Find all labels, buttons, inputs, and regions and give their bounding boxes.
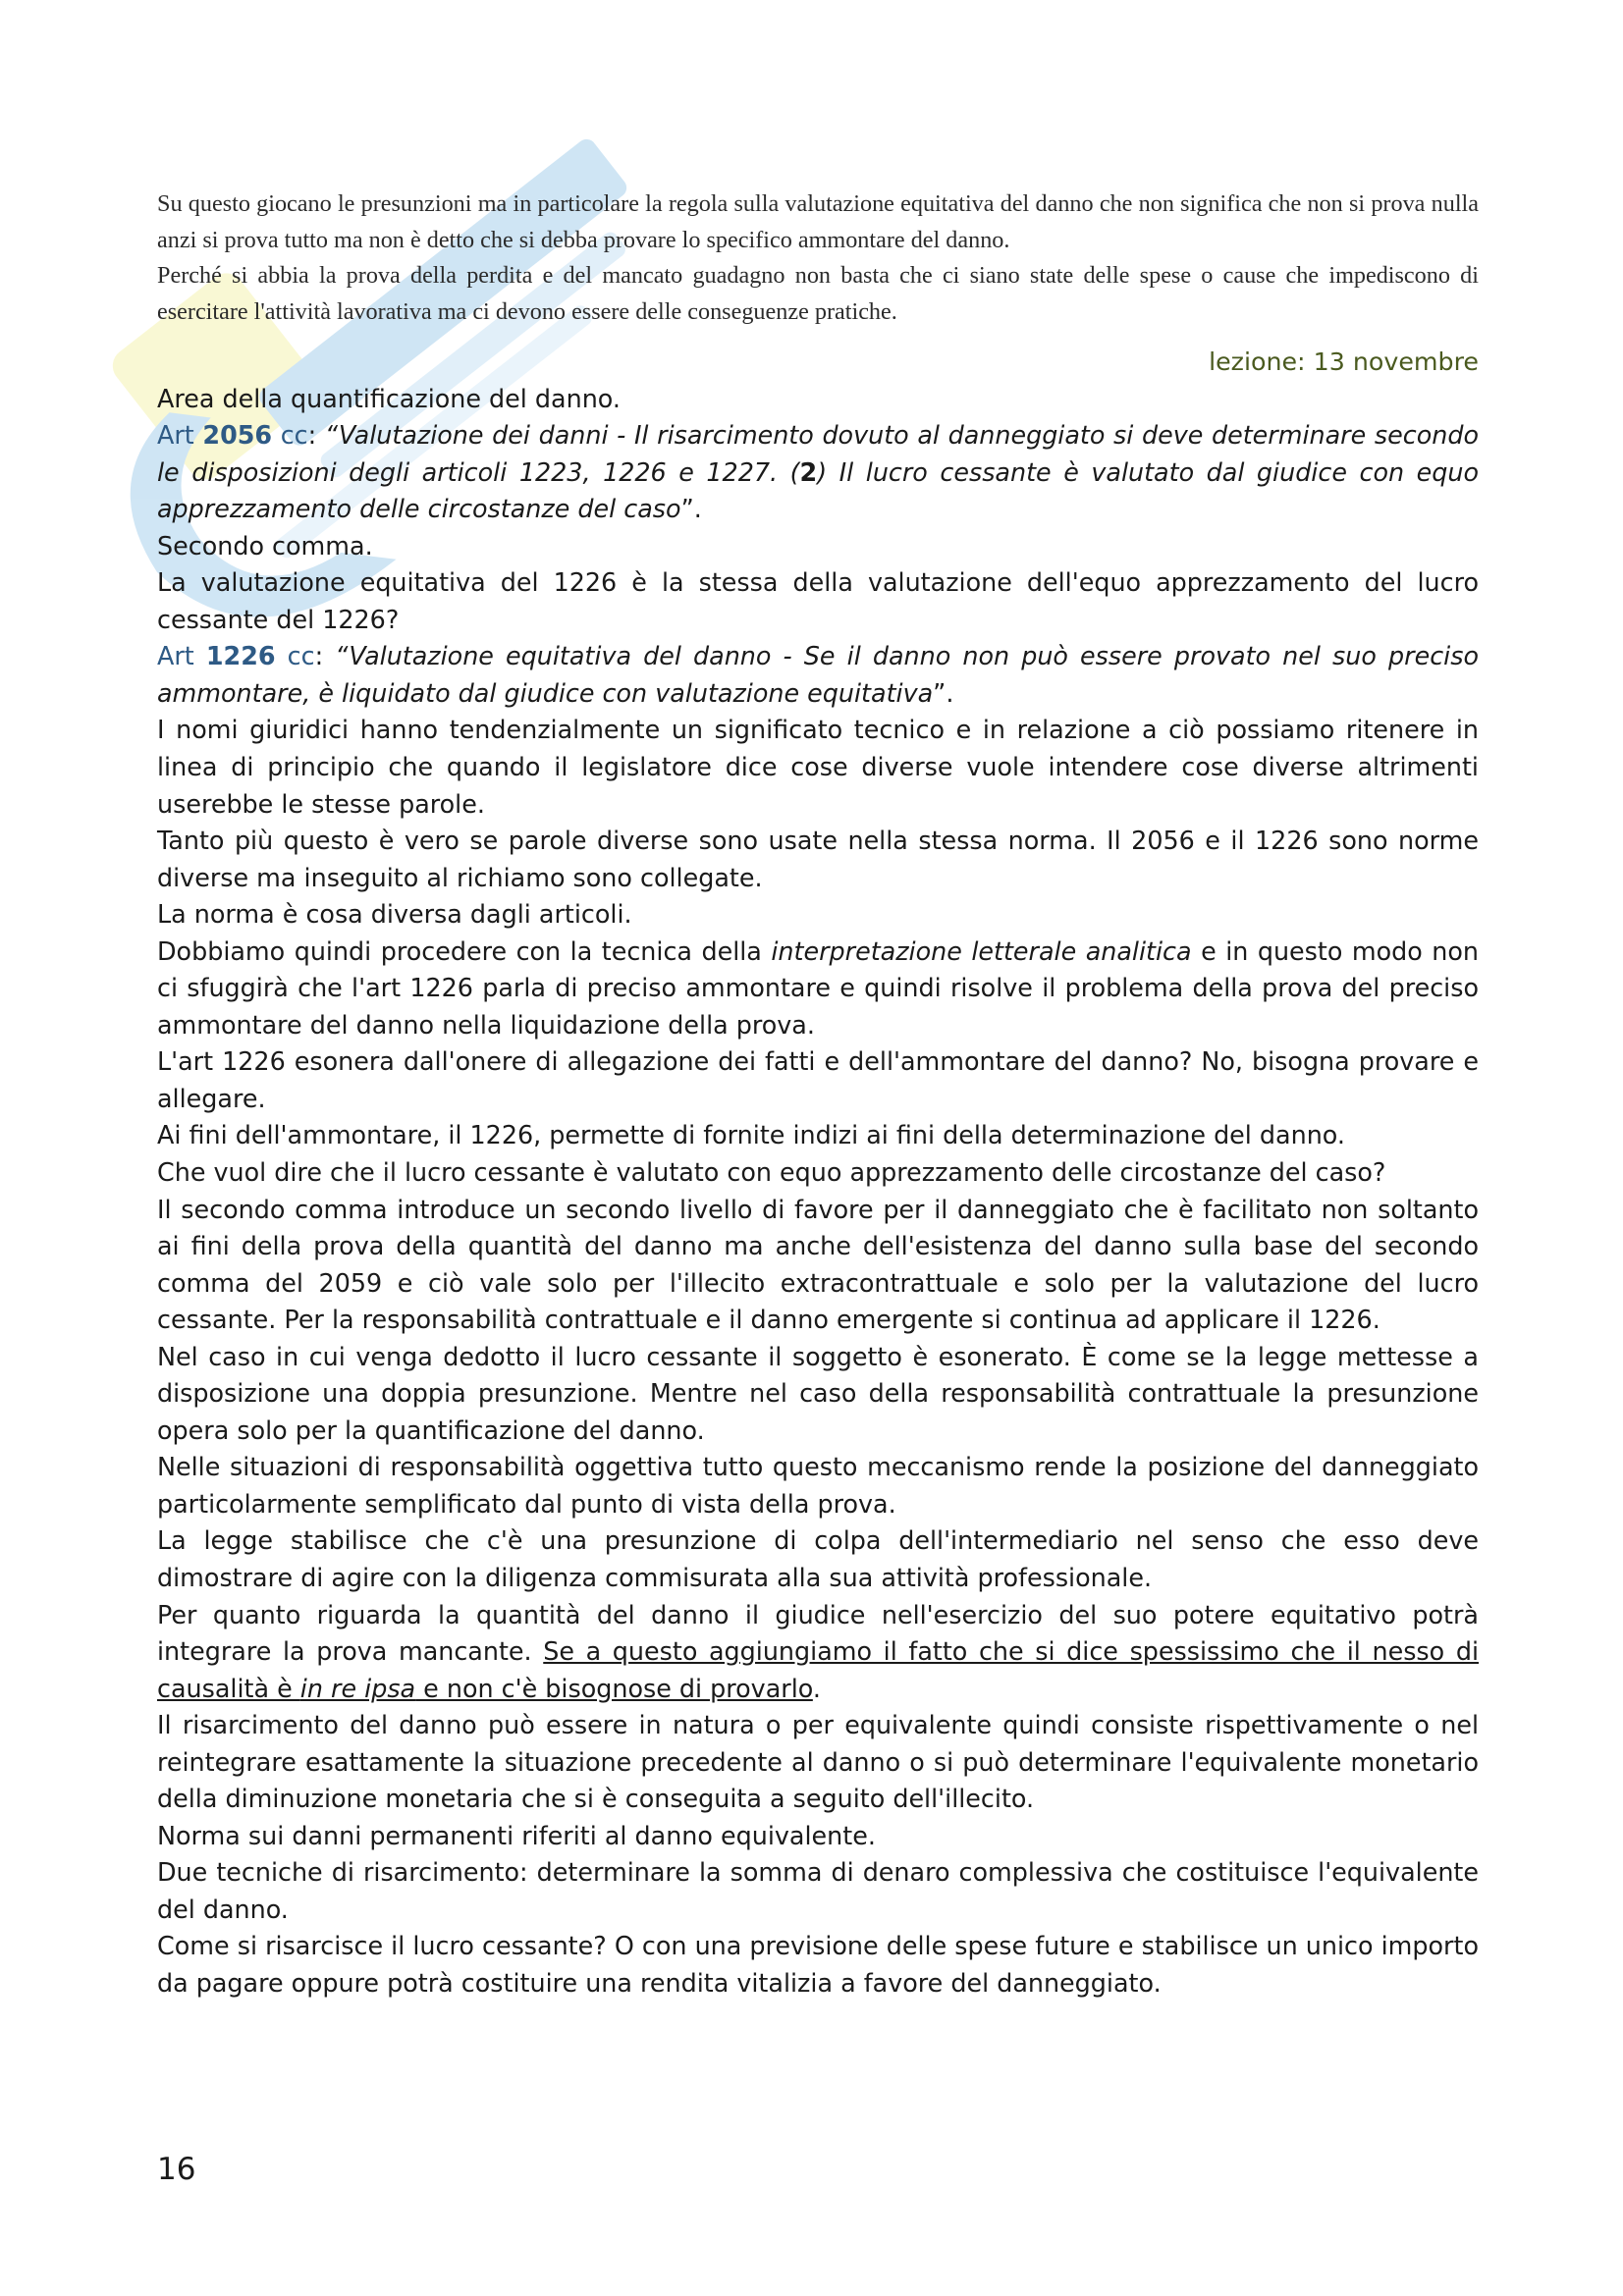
paragraph-nel-caso: Nel caso in cui venga dedotto il lucro cessante il soggetto è esonerato. È come se la legge mettesse a disposizione una doppia presunzione. Mentre nel caso della responsabilità contrattuale la presunzione opera solo per la quantificazione del danno. xyxy=(157,1341,1479,1445)
paragraph-secondo-comma: Secondo comma. xyxy=(157,530,373,561)
paragraph-come: Come si risarcisce il lucro cessante? O con una previsione delle spese future e stabilisce un unico importo da pagare oppure potrà costituire una rendita vitalizia a favore del danneggiato. xyxy=(157,1931,1479,1999)
paragraph-situazioni: Nelle situazioni di responsabilità oggettiva tutto questo meccanismo rende la posizione del danneggiato particolarmente semplificato dal punto di vista della prova. xyxy=(157,1452,1479,1519)
article-2056-quote: “Valutazione dei danni - Il risarcimento dovuto al danneggiato si deve determinare secondo le disposizioni degli articoli 1223, 1226 e 1227. (2) Il lucro cessante è valutato dal giudice con equo apprezzamento delle circostanze del caso xyxy=(157,420,1479,524)
paragraph-nomi: I nomi giuridici hanno tendenzialmente un significato tecnico e in relazione a ciò possiamo ritenere in linea di principio che quando il legislatore dice cose diverse vuole intendere cose diverse altrimenti userebbe le stesse parole. xyxy=(157,715,1479,819)
paragraph-risarcimento: Il risarcimento del danno può essere in natura o per equivalente quindi consiste rispettivamente o nel reintegrare esattamente la situazione precedente al danno o si può determinare l'equivalente monetario della diminuzione monetaria che si è conseguita a seguito dell'illecito. xyxy=(157,1710,1479,1814)
paragraph-valutazione: La valutazione equitativa del 1226 è la stessa della valutazione dell'equo apprezzamento del lucro cessante del 1226? xyxy=(157,567,1479,634)
article-1226-paragraph: Art 1226 cc: “Valutazione equitativa del danno - Se il danno non può essere provato nel suo preciso ammontare, è liquidato dal giudice con valutazione equitativa”. xyxy=(157,641,1479,708)
lecture-body xyxy=(157,381,1479,2002)
paragraph-permanenti: Norma sui danni permanenti riferiti al danno equivalente. xyxy=(157,1820,876,1850)
intro-notes xyxy=(157,187,1479,330)
paragraph-tanto: Tanto più questo è vero se parole diverse sono usate nella stessa norma. Il 2056 e il 1226 sono norme diverse ma inseguito al richiamo sono collegate. xyxy=(157,826,1479,892)
underlined-remark: Se a questo aggiungiamo il fatto che si dice spessissimo che il nesso di causalità è in re ipsa e non c'è bisognose di provarlo xyxy=(157,1636,1480,1703)
paragraph-legge: La legge stabilisce che c'è una presunzione di colpa dell'intermediario nel senso che esso deve dimostrare di agire con la diligenza commisurata alla sua attività professionale. xyxy=(157,1525,1479,1592)
paragraph-norma: La norma è cosa diversa dagli articoli. xyxy=(157,899,632,930)
page-content xyxy=(157,187,1479,2002)
article-2056-paragraph: Art 2056 cc: “Valutazione dei danni - Il risarcimento dovuto al danneggiato si deve determinare secondo le disposizioni degli articoli 1223, 1226 e 1227. (2) Il lucro cessante è valutato dal giudice con equo apprezzamento delle circostanze del caso”. xyxy=(157,420,1479,524)
page-number: 16 xyxy=(157,2152,196,2187)
intro-paragraph-2: Perché si abbia la prova della perdita e del mancato guadagno non basta che ci siano state delle spese o cause che impediscono di esercitare l'attività lavorativa ma ci devono essere delle conseguenze pratiche. xyxy=(157,262,1479,325)
paragraph-tecniche: Due tecniche di risarcimento: determinare la somma di denaro complessiva che costituisce l'equivalente del danno. xyxy=(157,1857,1479,1924)
paragraph-dobbiamo: Dobbiamo quindi procedere con la tecnica della interpretazione letterale analitica e in questo modo non ci sfuggirà che l'art 1226 parla di preciso ammontare e quindi risolve il problema della prova del preciso ammontare del danno nella liquidazione della prova. xyxy=(157,935,1480,1040)
article-1226-ref: Art 1226 cc xyxy=(157,641,315,671)
paragraph-fini: Ai fini dell'ammontare, il 1226, permette di fornite indizi ai fini della determinazione del danno. xyxy=(157,1120,1345,1150)
interpretation-term: interpretazione letterale analitica xyxy=(771,935,1192,966)
section-heading: Area della quantificazione del danno. xyxy=(157,383,621,413)
paragraph-secondo: Il secondo comma introduce un secondo livello di favore per il danneggiato che è facilitato non soltanto ai fini della prova della quantità del danno ma anche dell'esistenza del danno sulla base del secondo comma del 2059 e ciò vale solo per l'illecito extracontrattuale e solo per la valutazione del lucro cessante. Per la responsabilità contrattuale e il danno emergente si continua ad applicare il 1226. xyxy=(157,1194,1479,1335)
lecture-date: lezione: 13 novembre xyxy=(1209,347,1479,376)
paragraph-quantita: Per quanto riguarda la quantità del danno il giudice nell'esercizio del suo potere equitativo potrà integrare la prova mancante. Se a questo aggiungiamo il fatto che si dice spessissimo che il nesso di causalità è in re ipsa e non c'è bisognose di provarlo. xyxy=(157,1599,1480,1703)
paragraph-che-vuol: Che vuol dire che il lucro cessante è valutato con equo apprezzamento delle circostanze del caso? xyxy=(157,1156,1386,1187)
paragraph-esonera: L'art 1226 esonera dall'onere di allegazione dei fatti e dell'ammontare del danno? No, bisogna provare e allegare. xyxy=(157,1046,1479,1113)
article-2056-ref: Art 2056 cc xyxy=(157,420,308,451)
article-1226-quote: “Valutazione equitativa del danno - Se il danno non può essere provato nel suo preciso ammontare, è liquidato dal giudice con valutazione equitativa xyxy=(157,641,1479,708)
intro-paragraph-1: Su questo giocano le presunzioni ma in particolare la regola sulla valutazione equitativa del danno che non significa che non si prova nulla anzi si prova tutto ma non è detto che si debba provare lo specifico ammontare del danno. xyxy=(157,190,1479,253)
